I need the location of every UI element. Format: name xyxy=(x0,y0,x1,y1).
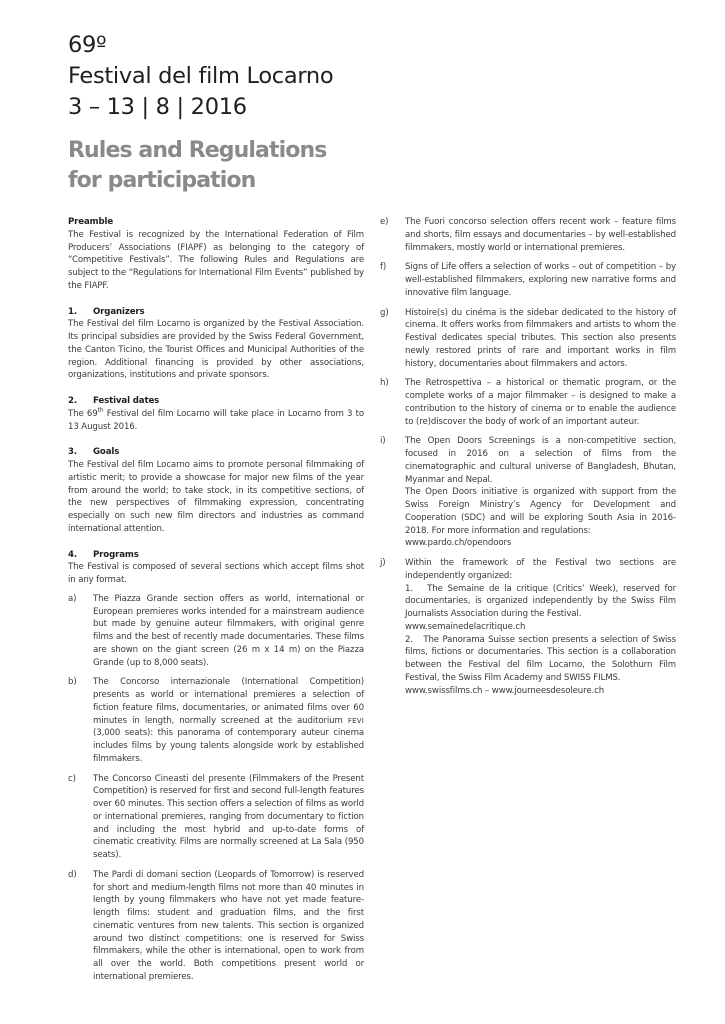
document-title xyxy=(68,136,528,196)
semaine-critique-link[interactable]: www.semainedelacritique.ch xyxy=(405,621,526,632)
item-label: h) xyxy=(380,378,389,389)
program-item-c xyxy=(68,773,364,862)
item-text xyxy=(405,557,679,697)
edition-number: 69º xyxy=(68,32,107,58)
item-text: The Concorso Cineasti del presente (Filmmakers of the Present Competition) is reserved for first and second full-length features over 60 minutes. This section offers a selection of films as world or international premieres, ranging from documentary to fiction and including the most hybrid and up-to-date forms of cinematic creativity. Films are normally screened at La Sala (950 seats). xyxy=(93,773,364,860)
section-heading xyxy=(68,216,364,229)
item-label: b) xyxy=(68,677,77,688)
item-text-part-2: The Open Doors initiative is organized with support from the Swiss Foreign Ministry’s Agency for Development and Cooperation (SDC) and will be exploring South Asia in 2016-2018. For more information and regulations: xyxy=(405,487,676,536)
section-heading xyxy=(68,395,364,408)
section-programs xyxy=(68,549,364,984)
item-text: The Pardi di domani section (Leopards of Tomorrow) is reserved for short and medium-length films not more than 40 minutes in length by young filmmakers who have not yet made feature-length films: student and graduation films, and the first cinematic ventures from new talents. This section is organized around two distinct competitions: one is reserved for Swiss filmmakers, while the other is international, open to work from all over the world. Both competitions present world or international premieres. xyxy=(93,869,364,982)
section-number: 2. xyxy=(68,396,78,406)
ordinal-suffix: th xyxy=(97,406,104,414)
dates-text-end: Festival del film Locarno will take place in Locarno from 3 to 13 August 2016. xyxy=(68,408,364,432)
item-text: The Piazza Grande section offers as world, international or European premieres works intended for a mainstream audience but made by genuine auteur filmmakers, with original genre films and the best of recently made documentaries. These films are shown on the giant screen (26 m x 14 m) on the Piazza Grande (up to 8,000 seats). xyxy=(93,593,364,668)
section-paragraph: The Festival is recognized by the International Federation of Film Producers’ Associations (FIAPF) as belonging to the category of “Competitive Festivals”. The following Rules and Regulations are subject to the “Regulations for International Film Events” published by the FIAPF. xyxy=(68,229,364,291)
item-label: f) xyxy=(380,262,387,273)
right-column xyxy=(380,216,679,704)
dates-text-start: The 69 xyxy=(68,408,98,419)
venue-name: FEVI xyxy=(347,716,364,725)
item-label: i) xyxy=(380,436,386,447)
section-title-text: Preamble xyxy=(68,217,114,227)
section-number: 1. xyxy=(68,306,78,317)
item-label: d) xyxy=(68,869,77,880)
section-heading xyxy=(68,549,364,562)
left-column xyxy=(68,216,364,991)
item-text: The Retrospettiva – a historical or thematic program, or the complete works of a major filmmaker – is designed to make a contribution to the history of cinema or to enable the audience to (re)discover the body of work of an important auteur. xyxy=(405,378,676,427)
section-number: 3. xyxy=(68,447,78,458)
item-label: e) xyxy=(380,217,389,227)
section-number: 4. xyxy=(68,549,78,560)
section-preamble xyxy=(68,216,364,293)
section-title-text: Festival dates xyxy=(93,396,160,406)
section-organizers xyxy=(68,306,364,383)
program-item-j xyxy=(380,557,679,697)
program-item-i xyxy=(380,435,676,550)
program-item-e xyxy=(380,216,676,254)
document-title-line-1: Rules and Regulations xyxy=(68,138,327,163)
program-item-a xyxy=(68,593,364,670)
item-label: g) xyxy=(380,307,389,318)
festival-title-block xyxy=(68,30,528,123)
item-text: Histoire(s) du cinéma is the sidebar dedicated to the history of cinema. It offers works from filmmakers and artists to whom the Festival dedicates special tributes. This section also presents newly restored prints of rare and important works in film history, documentaries about filmmakers and actors. xyxy=(405,307,676,369)
program-item-h xyxy=(380,377,676,428)
sub-item-panorama-suisse: 2. The Panorama Suisse section presents a selection of Swiss films, fictions or documentaries. This section is a collaboration between the Festival del film Locarno, the Solothurn Film Festival, the Swiss Film Academy and SWISS FILMS. xyxy=(405,634,679,683)
festival-dates: 3 – 13 | 8 | 2016 xyxy=(68,94,247,120)
item-text-end: (3,000 seats): this panorama of contemporary auteur cinema includes films by young talents alongside work by established filmmakers. xyxy=(93,728,364,764)
section-paragraph: The Festival del film Locarno is organized by the Festival Association. Its principal subsidies are provided by the Swiss Federal Government, the Canton Ticino, the Tourist Offices and Municipal Authorities of the region. Additional financing is provided by other associations, organizations, institutions and private sponsors. xyxy=(68,319,364,381)
program-item-b xyxy=(68,676,364,765)
section-goals xyxy=(68,446,364,535)
section-paragraph: The Festival del film Locarno aims to promote personal filmmaking of artistic merit; to provide a showcase for major new films of the year from around the world; to take stock, in its competitive sections, of the new perspectives of filmmaking expression, concentrating especially on such new film directors and industries as command international attention. xyxy=(68,460,364,534)
section-title-text: Goals xyxy=(93,447,120,458)
item-intro: Within the framework of the Festival two sections are independently organized: xyxy=(405,558,676,581)
section-title-text: Programs xyxy=(93,549,139,560)
open-doors-link[interactable]: www.pardo.ch/opendoors xyxy=(405,538,512,549)
item-text: The Fuori concorso selection offers recent work – feature films and shorts, film essays and documentaries – by well-established filmmakers, mostly world or international premieres. xyxy=(405,217,676,253)
item-text-start: The Concorso internazionale (International Competition) presents as world or international premieres a selection of fiction feature films, documentaries, or animated films over 60 minutes in length, normally screened at the auditorium xyxy=(93,677,364,726)
item-label: c) xyxy=(68,773,76,784)
section-title-text: Organizers xyxy=(93,306,145,317)
section-paragraph xyxy=(68,408,364,434)
section-paragraph: The Festival is composed of several sections which accept films shot in any format. xyxy=(68,562,364,585)
swissfilms-links[interactable]: www.swissfilms.ch – www.journeesdesoleure.ch xyxy=(405,685,605,696)
sub-item-semaine-critique: 1. The Semaine de la critique (Critics’ Week), reserved for documentaries, is organized independently by the Swiss Film Journalists Association during the Festival. xyxy=(405,583,679,619)
program-item-f xyxy=(380,261,676,299)
program-item-d xyxy=(68,869,364,984)
item-text: Signs of Life offers a selection of works – out of competition – by well-established filmmakers, exploring new narrative forms and innovative film language. xyxy=(405,262,676,298)
document-title-line-2: for participation xyxy=(68,168,256,193)
section-heading xyxy=(68,446,364,459)
section-heading xyxy=(68,306,364,319)
item-text-part-1: The Open Doors Screenings is a non-competitive section, focused in 2016 on a selection of films from the cinematographic and cultural universe of Bangladesh, Bhutan, Myanmar and Nepal. xyxy=(405,436,676,485)
item-text xyxy=(405,435,676,550)
item-label: a) xyxy=(68,593,77,604)
program-item-g xyxy=(380,307,676,371)
item-label: j) xyxy=(380,558,386,568)
section-festival-dates xyxy=(68,395,364,433)
item-text xyxy=(93,676,364,765)
festival-name: Festival del film Locarno xyxy=(68,63,334,89)
